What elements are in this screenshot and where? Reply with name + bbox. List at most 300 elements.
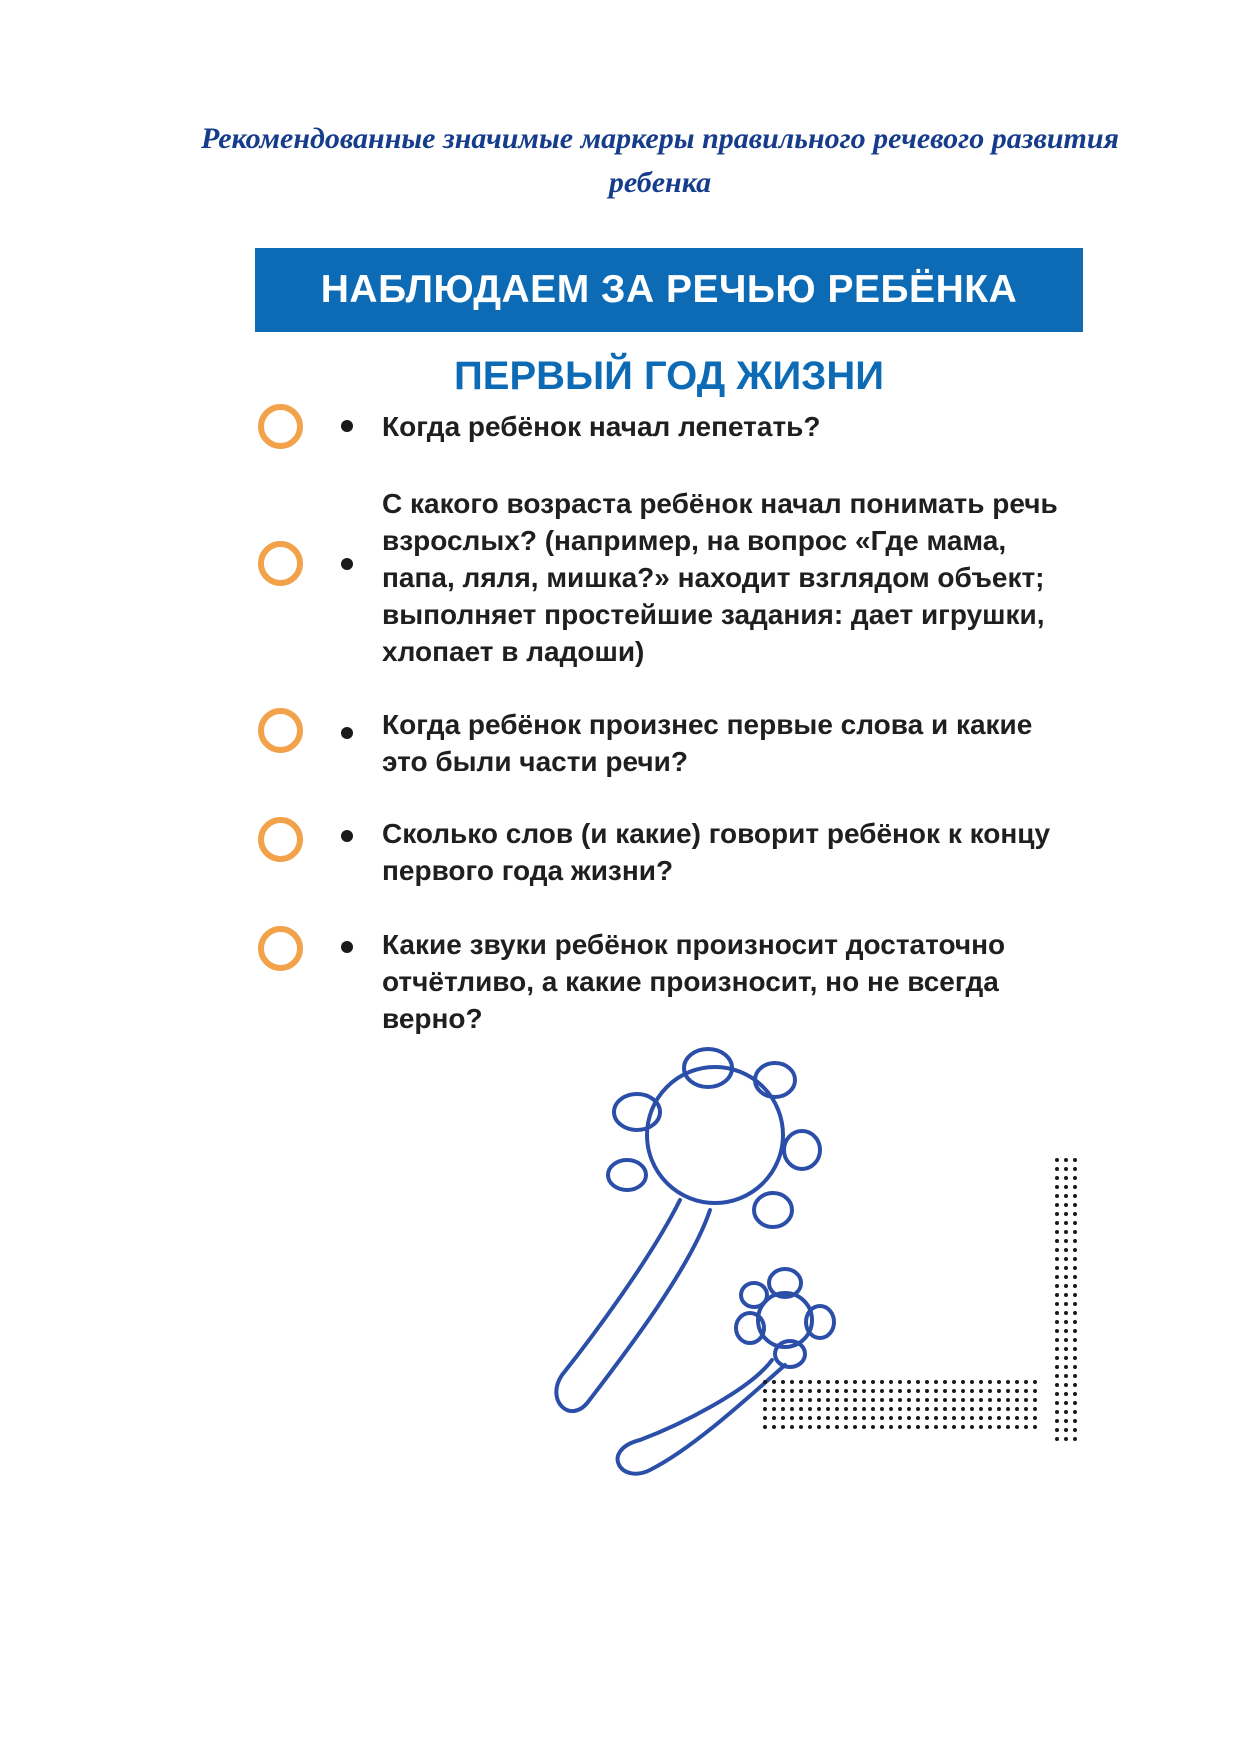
circle-checkbox-icon[interactable] — [258, 817, 303, 862]
grid-dot — [880, 1380, 884, 1384]
grid-dot — [772, 1425, 776, 1429]
grid-dot — [1015, 1380, 1019, 1384]
grid-dot — [889, 1389, 893, 1393]
grid-dot — [1064, 1329, 1068, 1333]
grid-dot — [871, 1389, 875, 1393]
grid-dot — [826, 1407, 830, 1411]
grid-dot — [889, 1380, 893, 1384]
grid-dot — [1024, 1425, 1028, 1429]
grid-dot — [1006, 1425, 1010, 1429]
grid-dot — [763, 1425, 767, 1429]
grid-dot — [1064, 1347, 1068, 1351]
grid-dot — [1073, 1257, 1077, 1261]
grid-dot — [1024, 1416, 1028, 1420]
grid-dot — [1073, 1347, 1077, 1351]
grid-dot — [997, 1425, 1001, 1429]
grid-dot — [1033, 1416, 1037, 1420]
grid-dot — [880, 1425, 884, 1429]
grid-dot — [1073, 1167, 1077, 1171]
grid-dot — [970, 1398, 974, 1402]
grid-dot — [1073, 1320, 1077, 1324]
grid-dot — [916, 1389, 920, 1393]
grid-dot — [1073, 1275, 1077, 1279]
banner-title: НАБЛЮДАЕМ ЗА РЕЧЬЮ РЕБЁНКА — [320, 268, 1018, 311]
grid-dot — [1064, 1356, 1068, 1360]
grid-dot — [808, 1407, 812, 1411]
bullet-dot-icon — [341, 420, 353, 432]
question-text: Когда ребёнок произнес первые слова и какие это были части речи? — [382, 709, 1033, 777]
grid-dot — [1055, 1257, 1059, 1261]
grid-dot — [916, 1416, 920, 1420]
grid-dot — [1064, 1311, 1068, 1315]
grid-dot — [1033, 1380, 1037, 1384]
grid-dot — [943, 1407, 947, 1411]
grid-dot — [1073, 1392, 1077, 1396]
grid-dot — [1055, 1365, 1059, 1369]
grid-dot — [934, 1380, 938, 1384]
grid-dot — [1033, 1425, 1037, 1429]
grid-dot — [1055, 1302, 1059, 1306]
grid-dot — [907, 1398, 911, 1402]
grid-dot — [1055, 1356, 1059, 1360]
grid-dot — [763, 1380, 767, 1384]
grid-dot — [1055, 1311, 1059, 1315]
grid-dot — [1064, 1428, 1068, 1432]
grid-dot — [925, 1407, 929, 1411]
grid-dot — [844, 1416, 848, 1420]
grid-dot — [961, 1425, 965, 1429]
grid-dot — [1064, 1338, 1068, 1342]
grid-dot — [907, 1389, 911, 1393]
section-title: ПЕРВЫЙ ГОД ЖИЗНИ — [454, 354, 884, 398]
grid-dot — [817, 1425, 821, 1429]
grid-dot — [1015, 1416, 1019, 1420]
grid-dot — [1073, 1410, 1077, 1414]
grid-dot — [898, 1398, 902, 1402]
grid-dot — [889, 1398, 893, 1402]
grid-dot — [1055, 1374, 1059, 1378]
grid-dot — [853, 1380, 857, 1384]
grid-dot — [781, 1416, 785, 1420]
rattle-bead — [754, 1193, 792, 1227]
question-text: Какие звуки ребёнок произносит достаточно отчётливо, а какие произносит, но не всегда верно? — [382, 929, 1006, 1034]
grid-dot — [1055, 1419, 1059, 1423]
grid-dot — [853, 1398, 857, 1402]
grid-dot — [979, 1389, 983, 1393]
grid-dot — [934, 1398, 938, 1402]
grid-dot — [988, 1416, 992, 1420]
grid-dot — [1064, 1383, 1068, 1387]
grid-dot — [880, 1416, 884, 1420]
circle-checkbox-icon[interactable] — [258, 708, 303, 753]
grid-dot — [1055, 1347, 1059, 1351]
grid-dot — [997, 1380, 1001, 1384]
grid-dot — [943, 1416, 947, 1420]
grid-dot — [1064, 1185, 1068, 1189]
grid-dot — [1073, 1383, 1077, 1387]
grid-dot — [970, 1407, 974, 1411]
grid-dot — [844, 1389, 848, 1393]
grid-dot — [1055, 1221, 1059, 1225]
grid-dot — [1073, 1266, 1077, 1270]
grid-dot — [1064, 1266, 1068, 1270]
grid-dot — [817, 1398, 821, 1402]
grid-dot — [1055, 1284, 1059, 1288]
grid-dot — [781, 1407, 785, 1411]
grid-dot — [1064, 1419, 1068, 1423]
grid-dot — [808, 1398, 812, 1402]
grid-dot — [1055, 1338, 1059, 1342]
bullet-dot-icon — [341, 727, 353, 739]
grid-dot — [1006, 1398, 1010, 1402]
grid-dot — [1064, 1302, 1068, 1306]
grid-dot — [988, 1398, 992, 1402]
grid-dot — [1064, 1401, 1068, 1405]
grid-dot — [790, 1416, 794, 1420]
grid-dot — [1073, 1329, 1077, 1333]
grid-dot — [835, 1416, 839, 1420]
grid-dot — [763, 1416, 767, 1420]
grid-dot — [835, 1407, 839, 1411]
grid-dot — [952, 1425, 956, 1429]
grid-dot — [1055, 1212, 1059, 1216]
grid-dot — [898, 1389, 902, 1393]
grid-dot — [844, 1398, 848, 1402]
grid-dot — [1055, 1401, 1059, 1405]
grid-dot — [925, 1398, 929, 1402]
grid-dot — [835, 1389, 839, 1393]
rattle-bead — [784, 1131, 820, 1169]
grid-dot — [1073, 1374, 1077, 1378]
grid-dot — [844, 1380, 848, 1384]
grid-dot — [970, 1425, 974, 1429]
grid-dot — [781, 1398, 785, 1402]
grid-dot — [979, 1407, 983, 1411]
grid-dot — [961, 1416, 965, 1420]
grid-dot — [808, 1425, 812, 1429]
grid-dot — [835, 1398, 839, 1402]
grid-dot — [961, 1389, 965, 1393]
grid-dot — [1073, 1212, 1077, 1216]
grid-dot — [907, 1380, 911, 1384]
grid-dot — [799, 1398, 803, 1402]
grid-dot — [817, 1389, 821, 1393]
grid-dot — [763, 1398, 767, 1402]
grid-dot — [1015, 1398, 1019, 1402]
grid-dot — [943, 1380, 947, 1384]
grid-dot — [916, 1398, 920, 1402]
grid-dot — [835, 1425, 839, 1429]
grid-dot — [952, 1407, 956, 1411]
grid-dot — [1064, 1320, 1068, 1324]
grid-dot — [1064, 1221, 1068, 1225]
grid-dot — [1055, 1437, 1059, 1441]
grid-dot — [916, 1380, 920, 1384]
grid-dot — [1064, 1284, 1068, 1288]
dot-grid-pattern — [763, 1158, 1077, 1441]
grid-dot — [1073, 1356, 1077, 1360]
grid-dot — [1006, 1416, 1010, 1420]
grid-dot — [952, 1389, 956, 1393]
grid-dot — [1073, 1221, 1077, 1225]
grid-dot — [988, 1389, 992, 1393]
grid-dot — [826, 1425, 830, 1429]
grid-dot — [1033, 1407, 1037, 1411]
grid-dot — [1024, 1380, 1028, 1384]
grid-dot — [1055, 1203, 1059, 1207]
grid-dot — [1064, 1203, 1068, 1207]
grid-dot — [898, 1380, 902, 1384]
grid-dot — [997, 1398, 1001, 1402]
grid-dot — [1055, 1194, 1059, 1198]
grid-dot — [943, 1425, 947, 1429]
grid-dot — [952, 1416, 956, 1420]
grid-dot — [1064, 1239, 1068, 1243]
grid-dot — [970, 1380, 974, 1384]
grid-dot — [1073, 1230, 1077, 1234]
grid-dot — [808, 1389, 812, 1393]
grid-dot — [979, 1425, 983, 1429]
grid-dot — [1055, 1176, 1059, 1180]
grid-dot — [790, 1425, 794, 1429]
grid-dot — [997, 1416, 1001, 1420]
grid-dot — [898, 1416, 902, 1420]
grid-dot — [1055, 1428, 1059, 1432]
grid-dot — [871, 1416, 875, 1420]
grid-dot — [970, 1416, 974, 1420]
grid-dot — [925, 1389, 929, 1393]
grid-dot — [862, 1407, 866, 1411]
small-rattle-handle — [618, 1360, 785, 1474]
grid-dot — [862, 1380, 866, 1384]
grid-dot — [781, 1389, 785, 1393]
grid-dot — [1055, 1248, 1059, 1252]
grid-dot — [1055, 1158, 1059, 1162]
grid-dot — [1015, 1407, 1019, 1411]
grid-dot — [979, 1398, 983, 1402]
grid-dot — [1055, 1329, 1059, 1333]
grid-dot — [1073, 1194, 1077, 1198]
grid-dot — [1064, 1248, 1068, 1252]
grid-dot — [1073, 1158, 1077, 1162]
question-text: Когда ребёнок начал лепетать? — [382, 411, 821, 442]
grid-dot — [799, 1425, 803, 1429]
document-title: Рекомендованные значимые маркеры правильного речевого развития ребенка — [200, 122, 1120, 199]
grid-dot — [790, 1407, 794, 1411]
grid-dot — [1055, 1392, 1059, 1396]
grid-dot — [880, 1398, 884, 1402]
grid-dot — [1073, 1338, 1077, 1342]
grid-dot — [907, 1416, 911, 1420]
grid-dot — [1064, 1230, 1068, 1234]
grid-dot — [826, 1380, 830, 1384]
grid-dot — [808, 1380, 812, 1384]
grid-dot — [772, 1380, 776, 1384]
grid-dot — [1073, 1203, 1077, 1207]
grid-dot — [1073, 1284, 1077, 1288]
grid-dot — [772, 1416, 776, 1420]
grid-dot — [1064, 1437, 1068, 1441]
grid-dot — [934, 1389, 938, 1393]
grid-dot — [1064, 1374, 1068, 1378]
grid-dot — [988, 1425, 992, 1429]
grid-dot — [1055, 1293, 1059, 1297]
bullet-dot-icon — [341, 830, 353, 842]
grid-dot — [1073, 1437, 1077, 1441]
grid-dot — [1055, 1275, 1059, 1279]
grid-dot — [1073, 1428, 1077, 1432]
grid-dot — [1073, 1365, 1077, 1369]
grid-dot — [1055, 1266, 1059, 1270]
grid-dot — [979, 1416, 983, 1420]
grid-dot — [853, 1416, 857, 1420]
grid-dot — [907, 1407, 911, 1411]
grid-dot — [844, 1425, 848, 1429]
grid-dot — [934, 1407, 938, 1411]
grid-dot — [1055, 1383, 1059, 1387]
grid-dot — [1064, 1158, 1068, 1162]
grid-dot — [925, 1416, 929, 1420]
grid-dot — [817, 1416, 821, 1420]
grid-dot — [925, 1380, 929, 1384]
grid-dot — [1015, 1425, 1019, 1429]
grid-dot — [790, 1389, 794, 1393]
rattle-bead — [755, 1063, 795, 1097]
rattle-bead — [608, 1160, 646, 1190]
grid-dot — [799, 1407, 803, 1411]
grid-dot — [898, 1425, 902, 1429]
grid-dot — [916, 1425, 920, 1429]
grid-dot — [1073, 1302, 1077, 1306]
grid-dot — [799, 1389, 803, 1393]
grid-dot — [1006, 1407, 1010, 1411]
small-rattle-petal — [741, 1283, 767, 1307]
grid-dot — [1073, 1293, 1077, 1297]
banner — [255, 248, 1083, 332]
grid-dot — [1055, 1239, 1059, 1243]
circle-checkbox-icon[interactable] — [258, 541, 303, 586]
grid-dot — [1055, 1167, 1059, 1171]
grid-dot — [934, 1425, 938, 1429]
grid-dot — [898, 1407, 902, 1411]
grid-dot — [952, 1380, 956, 1384]
grid-dot — [871, 1425, 875, 1429]
grid-dot — [943, 1389, 947, 1393]
grid-dot — [826, 1398, 830, 1402]
baby-rattle-illustration — [540, 1040, 1100, 1510]
grid-dot — [1033, 1398, 1037, 1402]
grid-dot — [1006, 1380, 1010, 1384]
grid-dot — [871, 1407, 875, 1411]
grid-dot — [862, 1425, 866, 1429]
grid-dot — [1055, 1320, 1059, 1324]
grid-dot — [1073, 1401, 1077, 1405]
grid-dot — [1024, 1407, 1028, 1411]
grid-dot — [1006, 1389, 1010, 1393]
grid-dot — [1064, 1194, 1068, 1198]
grid-dot — [871, 1398, 875, 1402]
bullet-dot-icon — [341, 558, 353, 570]
grid-dot — [853, 1407, 857, 1411]
grid-dot — [1073, 1419, 1077, 1423]
grid-dot — [970, 1389, 974, 1393]
grid-dot — [1073, 1176, 1077, 1180]
grid-dot — [889, 1416, 893, 1420]
grid-dot — [1024, 1389, 1028, 1393]
rattle-handle — [556, 1200, 710, 1411]
grid-dot — [826, 1389, 830, 1393]
grid-dot — [1064, 1257, 1068, 1261]
grid-dot — [1064, 1293, 1068, 1297]
grid-dot — [844, 1407, 848, 1411]
grid-dot — [1064, 1176, 1068, 1180]
grid-dot — [1064, 1275, 1068, 1279]
bullet-dot-icon — [341, 941, 353, 953]
grid-dot — [772, 1389, 776, 1393]
grid-dot — [1064, 1365, 1068, 1369]
grid-dot — [934, 1416, 938, 1420]
grid-dot — [808, 1416, 812, 1420]
grid-dot — [1033, 1389, 1037, 1393]
grid-dot — [943, 1398, 947, 1402]
grid-dot — [880, 1407, 884, 1411]
grid-dot — [952, 1398, 956, 1402]
grid-dot — [880, 1389, 884, 1393]
question-text: С какого возраста ребёнок начал понимать речь взрослых? (например, на вопрос «Где мама, папа, ляля, мишка?» находит взглядом объект; выполняет простейшие задания: дает игрушки, хлопает в ладоши) — [382, 488, 1058, 667]
grid-dot — [790, 1398, 794, 1402]
grid-dot — [925, 1425, 929, 1429]
grid-dot — [907, 1425, 911, 1429]
grid-dot — [835, 1380, 839, 1384]
grid-dot — [853, 1425, 857, 1429]
grid-dot — [916, 1407, 920, 1411]
grid-dot — [889, 1425, 893, 1429]
grid-dot — [997, 1389, 1001, 1393]
grid-dot — [961, 1398, 965, 1402]
circle-checkbox-icon[interactable] — [258, 404, 303, 449]
grid-dot — [772, 1398, 776, 1402]
grid-dot — [763, 1389, 767, 1393]
grid-dot — [1024, 1398, 1028, 1402]
grid-dot — [817, 1407, 821, 1411]
grid-dot — [961, 1407, 965, 1411]
grid-dot — [871, 1380, 875, 1384]
grid-dot — [853, 1389, 857, 1393]
grid-dot — [1064, 1212, 1068, 1216]
question-text: Сколько слов (и какие) говорит ребёнок к концу первого года жизни? — [382, 818, 1051, 886]
grid-dot — [979, 1380, 983, 1384]
grid-dot — [961, 1380, 965, 1384]
grid-dot — [1064, 1392, 1068, 1396]
grid-dot — [997, 1407, 1001, 1411]
grid-dot — [799, 1380, 803, 1384]
grid-dot — [988, 1407, 992, 1411]
grid-dot — [1055, 1185, 1059, 1189]
circle-checkbox-icon[interactable] — [258, 926, 303, 971]
grid-dot — [781, 1425, 785, 1429]
grid-dot — [763, 1407, 767, 1411]
grid-dot — [772, 1407, 776, 1411]
grid-dot — [862, 1389, 866, 1393]
grid-dot — [799, 1416, 803, 1420]
grid-dot — [1015, 1389, 1019, 1393]
grid-dot — [1073, 1311, 1077, 1315]
grid-dot — [1055, 1230, 1059, 1234]
grid-dot — [862, 1398, 866, 1402]
grid-dot — [790, 1380, 794, 1384]
grid-dot — [1073, 1248, 1077, 1252]
grid-dot — [781, 1380, 785, 1384]
